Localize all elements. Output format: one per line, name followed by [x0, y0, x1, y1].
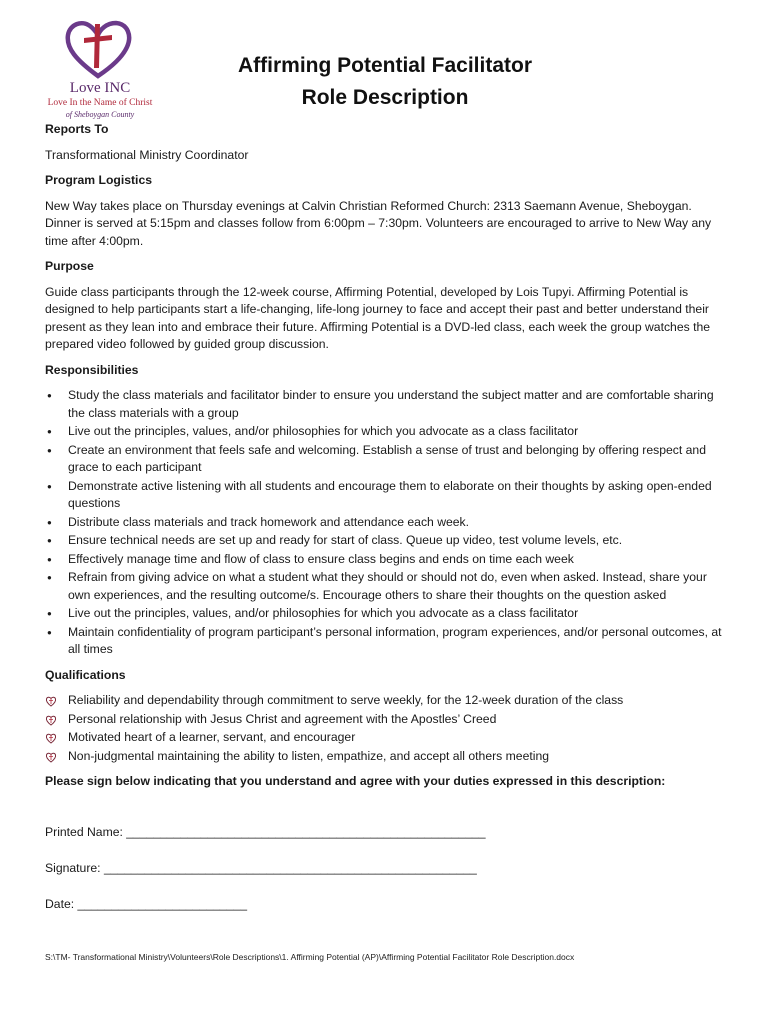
- qualifications-heading: Qualifications: [45, 667, 126, 682]
- list-item: [45, 729, 730, 747]
- list-item: ● Live out the principles, values, and/or philosophies for which you advocate as a class facilitator: [45, 605, 730, 623]
- page-title: [190, 50, 580, 114]
- heart-cross-icon: [62, 18, 134, 80]
- list-item: ● Effectively manage time and flow of class to ensure class begins and ends on time each week: [45, 551, 730, 569]
- signature-field[interactable]: Signature: _______________________________________________________: [45, 861, 477, 875]
- purpose-heading: Purpose: [45, 259, 94, 273]
- list-item: [45, 748, 730, 766]
- list-item: ● Study the class materials and facilitator binder to ensure you understand the subject matter and are comfortable sharing the class materials with a group: [45, 387, 730, 422]
- printed-name-field[interactable]: Printed Name: _____________________________________________________: [45, 825, 486, 839]
- responsibilities-heading: Responsibilities: [45, 362, 139, 377]
- purpose-text: Guide class participants through the 12-week course, Affirming Potential, developed by Lois Tupyi. Affirming Potential is designed to help participants start a life-changing, life-long journey to face and accept their past and better understand their present as they lean into and embrace their future. Affirming Potential is a DVD-led class, each week the group watches the prepared video followed by guided group discussion.: [45, 284, 711, 351]
- document-body: [45, 121, 730, 791]
- file-path-footer: S:\TM- Transformational Ministry\Volunteers\Role Descriptions\1. Affirming Potential (AP)\Affirming Potential Facilitator Role Description.docx: [45, 952, 575, 962]
- qualification-text: Reliability and dependability through commitment to serve weekly, for the 12-week duration of the class: [68, 693, 624, 707]
- qualifications-list: [45, 692, 730, 765]
- sign-prompt: Please sign below indicating that you understand and agree with your duties expressed in this description:: [45, 774, 666, 788]
- love-inc-logo: [40, 18, 160, 118]
- logo-name: Love INC: [69, 80, 131, 96]
- reports-to-text: Transformational Ministry Coordinator: [45, 147, 249, 162]
- title-line-2: Role Description: [301, 86, 469, 109]
- logistics-heading: Program Logistics: [45, 173, 153, 187]
- qualification-text: Non-judgmental maintaining the ability to listen, empathize, and accept all others meeting: [68, 748, 550, 763]
- logo-tagline: Love In the Name of Christ: [47, 98, 153, 108]
- list-item: ● Live out the principles, values, and/or philosophies for which you advocate as a class facilitator: [45, 423, 730, 441]
- list-item: [45, 711, 730, 729]
- date-field[interactable]: Date: _________________________: [45, 897, 247, 911]
- list-item: ● Ensure technical needs are set up and ready for start of class. Queue up video, test volume levels, etc.: [45, 532, 730, 550]
- qualification-text: Personal relationship with Jesus Christ and agreement with the Apostles’ Creed: [68, 711, 497, 726]
- qualification-text: Motivated heart of a learner, servant, and encourager: [68, 730, 356, 744]
- title-line-1: Affirming Potential Facilitator: [237, 54, 533, 77]
- reports-to-heading: Reports To: [45, 122, 109, 136]
- list-item: ● Maintain confidentiality of program participant’s personal information, program experiences, and/or personal outcomes, at all times: [45, 624, 730, 659]
- heart-bullet-icon: [45, 732, 57, 744]
- list-item: ● Refrain from giving advice on what a student what they should or should not do, even when asked. Instead, share your own experiences, and the resulting outcome/s. Encourage others to share their thoughts on the question asked: [45, 569, 730, 604]
- list-item: ● Demonstrate active listening with all students and encourage them to elaborate on their thoughts by asking open-ended questions: [45, 478, 730, 513]
- heart-bullet-icon: [45, 695, 57, 707]
- logo-county: of Sheboygan County: [65, 110, 135, 119]
- list-item: ● Distribute class materials and track homework and attendance each week.: [45, 514, 730, 532]
- heart-bullet-icon: [45, 714, 57, 726]
- responsibilities-list: [45, 387, 730, 659]
- heart-bullet-icon: [45, 751, 57, 763]
- logistics-text: New Way takes place on Thursday evenings at Calvin Christian Reformed Church: 2313 Saemann Avenue, Sheboygan. Dinner is served at 5:15pm and classes follow from 6:00pm – 7:30pm. Volunteers are encouraged to arrive to New Way any time after 4:00pm.: [45, 198, 712, 248]
- list-item: ● Create an environment that feels safe and welcoming. Establish a sense of trust and belonging by offering respect and grace to each participant: [45, 442, 730, 477]
- list-item: [45, 692, 730, 710]
